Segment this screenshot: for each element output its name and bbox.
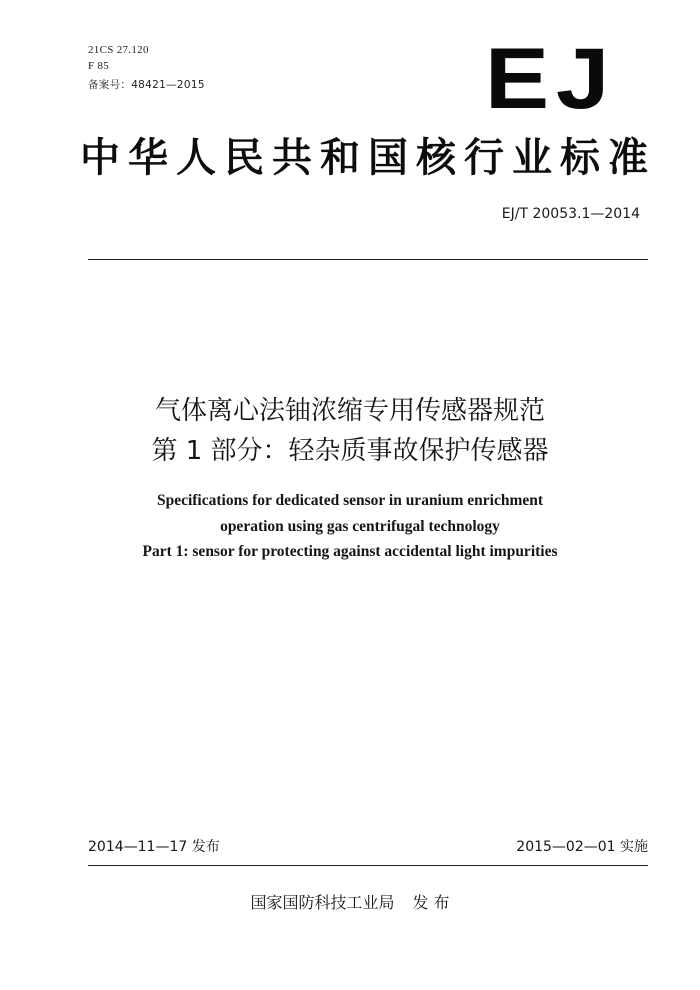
en-title-line3: Part 1: sensor for protecting against accidental light impurities — [142, 543, 558, 560]
top-divider — [88, 259, 648, 260]
publisher-name: 国家国防科技工业局 — [250, 893, 395, 912]
en-title-line2: operation using gas centrifugal technology — [220, 518, 500, 535]
cn-title-line1: 气体离心法铀浓缩专用传感器规范 — [154, 396, 545, 426]
publish-action: 发 布 — [412, 893, 450, 912]
en-title-line1: Specifications for dedicated sensor in uranium enrichment — [156, 492, 544, 509]
standard-number: EJ/T 20053.1—2014 — [501, 206, 640, 222]
cn-title-line2: 第 1 部分：轻杂质事故保护传感器 — [151, 436, 549, 466]
bottom-divider — [88, 865, 648, 866]
record-number: 备案号：48421—2015 — [88, 79, 205, 91]
ej-logo: EJ — [484, 31, 616, 127]
ics-code: 21CS 27.120 — [88, 44, 149, 56]
standard-title: 中华人民共和国核行业标准 — [80, 135, 656, 181]
implementation-date: 2015—02—01 实施 — [516, 839, 648, 855]
issue-date: 2014—11—17 发布 — [88, 839, 220, 855]
classification-code: F 85 — [88, 60, 110, 72]
publisher-line — [0, 890, 700, 913]
